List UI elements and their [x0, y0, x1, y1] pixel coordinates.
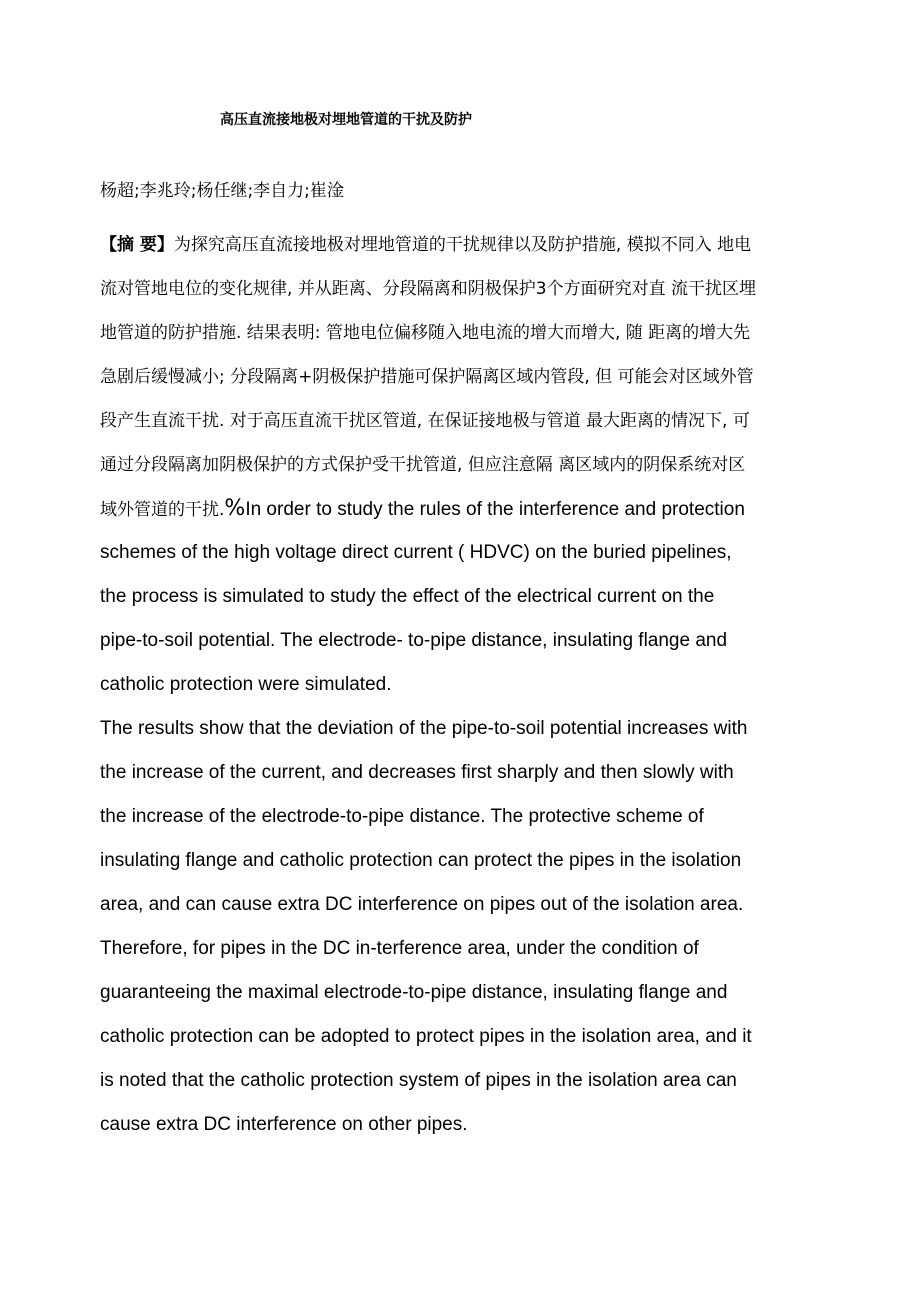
abstract-label: 【摘 要】 [100, 235, 174, 255]
abstract-line: the increase of the electrode-to-pipe distance. The protective scheme of [100, 806, 704, 827]
abstract-en-text: In order to study the rules of the interference and protection [245, 499, 745, 520]
abstract-line: the increase of the current, and decreases first sharply and then slowly with [100, 762, 734, 783]
abstract-line: 流对管地电位的变化规律, 并从距离、分段隔离和阴极保护3个方面研究对直 流干扰区埋 [100, 279, 757, 299]
abstract [100, 230, 822, 1154]
abstract-line: 段产生直流干扰. 对于高压直流干扰区管道, 在保证接地极与管道 最大距离的情况下, 可 [100, 411, 750, 431]
abstract-line: The results show that the deviation of the pipe-to-soil potential increases with [100, 718, 748, 739]
abstract-line: insulating flange and catholic protection can protect the pipes in the isolation [100, 850, 742, 871]
abstract-line: the process is simulated to study the effect of the electrical current on the [100, 586, 715, 607]
abstract-line: is noted that the catholic protection system of pipes in the isolation area can [100, 1070, 737, 1091]
abstract-line: catholic protection were simulated. [100, 674, 392, 695]
author-list: 杨超;李兆玲;杨任继;李自力;崔淦 [100, 181, 344, 201]
abstract-line [100, 230, 822, 274]
abstract-line: schemes of the high voltage direct current ( HDVC) on the buried pipelines, [100, 542, 732, 563]
paper-title: 高压直流接地极对埋地管道的干扰及防护 [220, 112, 472, 128]
abstract-line: 地管道的防护措施. 结果表明: 管地电位偏移随入地电流的增大而增大, 随 距离的增大先 [100, 323, 751, 343]
abstract-line: area, and can cause extra DC interference on pipes out of the isolation area. [100, 894, 744, 915]
language-separator: % [224, 496, 246, 521]
abstract-line: catholic protection can be adopted to protect pipes in the isolation area, and it [100, 1026, 752, 1047]
abstract-line [100, 494, 822, 538]
abstract-line: 急剧后缓慢减小; 分段隔离+阴极保护措施可保护隔离区域内管段, 但 可能会对区域外管 [100, 367, 754, 387]
abstract-line: 通过分段隔离加阴极保护的方式保护受干扰管道, 但应注意隔 离区域内的阴保系统对区 [100, 455, 746, 475]
abstract-line: Therefore, for pipes in the DC in-terference area, under the condition of [100, 938, 699, 959]
abstract-line: cause extra DC interference on other pipes. [100, 1114, 468, 1135]
abstract-zh-text: 为探究高压直流接地极对埋地管道的干扰规律以及防护措施, 模拟不同入 地电 [173, 235, 752, 255]
abstract-zh-text: 域外管道的干扰. [100, 500, 225, 520]
abstract-line: pipe-to-soil potential. The electrode- to-pipe distance, insulating flange and [100, 630, 728, 651]
abstract-line: guaranteeing the maximal electrode-to-pipe distance, insulating flange and [100, 982, 728, 1003]
